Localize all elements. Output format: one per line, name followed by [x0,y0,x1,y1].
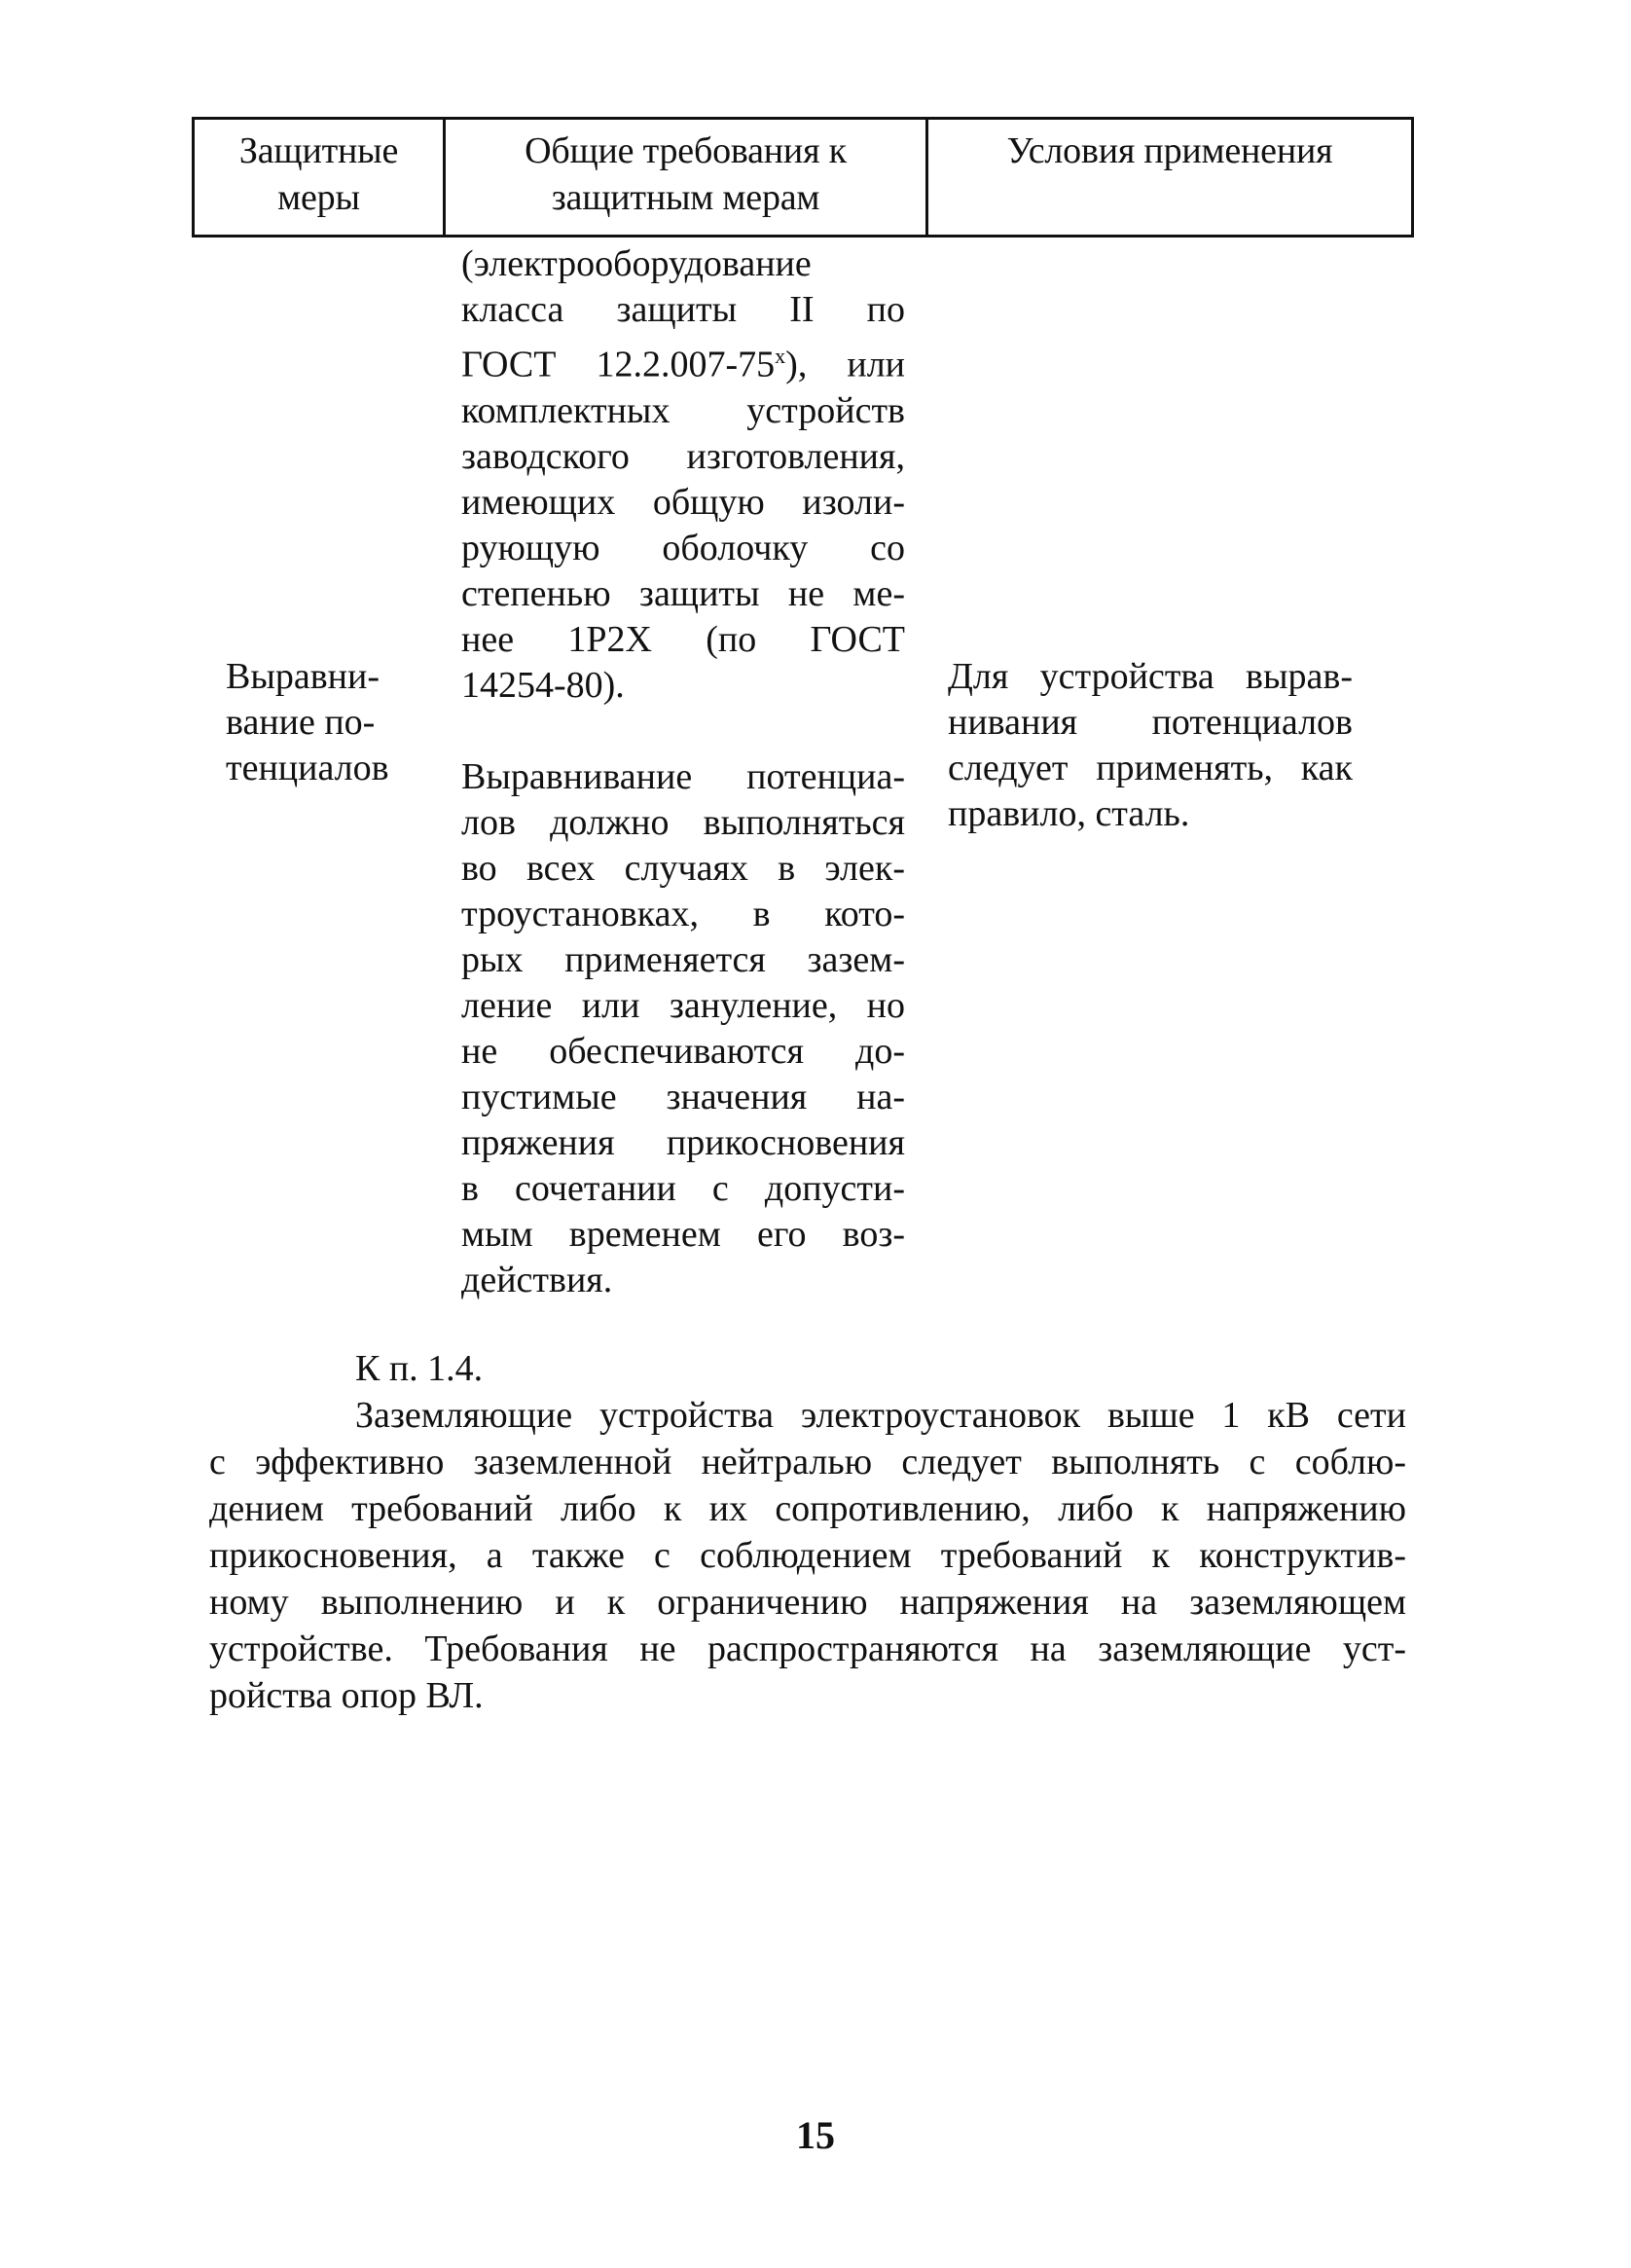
gost-superscript: х [775,344,786,368]
paragraph-line: ному выполнению и к ограничению напряжения на заземляющем [209,1582,1406,1623]
cell-application-conditions [948,654,1353,837]
cell-protective-measure [226,654,420,791]
cell-line: комплектных устройств [461,389,905,431]
cell-line: Выравнивание потенциа- [461,755,905,797]
cell-line: во всех случаях в элек- [461,847,905,889]
paragraph-line: ройства опор ВЛ. [209,1675,484,1716]
cell-line: тенциалов [226,748,389,788]
header-line: Условия применения [1006,130,1333,171]
cell-line-gost [461,333,905,388]
cell-line: нее 1Р2Х (по ГОСТ [461,618,905,660]
header-line: защитным мерам [551,177,820,218]
cell-line: степенью защиты не ме- [461,572,905,614]
cell-line: в сочетании с допусти- [461,1167,905,1209]
header-line: Общие требования к [525,130,847,171]
header-application-conditions [928,120,1411,235]
gost-ref: ГОСТ 12.2.007-75 [461,344,776,385]
cell-general-requirements [461,241,905,1303]
paragraph-line: устройстве. Требования не распространяются на заземляющие уст- [209,1628,1406,1669]
body-paragraph [209,1392,1406,1719]
header-line: меры [277,177,360,218]
cell-line: (электрооборудование [461,243,812,284]
cell-line: Выравни- [226,656,381,697]
paragraph-line: прикосновения, а также с соблюдением требований к конструктив- [209,1535,1406,1576]
cell-line: лов должно выполняться [461,801,905,843]
header-line: Защитные [238,130,399,171]
cell-line: 14254-80). [461,664,625,706]
header-general-requirements [446,120,928,235]
cell-line: рых применяется зазем- [461,938,905,980]
cell-line: ление или зануление, но [461,984,905,1026]
cell-line: правило, сталь. [948,793,1190,834]
cell-line: нивания потенциалов [948,702,1353,743]
table-header [192,117,1414,238]
cell-line: следует применять, как [948,748,1353,788]
cell-line: мым временем его воз- [461,1213,905,1255]
page-number: 15 [796,2113,835,2157]
paragraph-gap [461,709,905,754]
cell-line: не обеспечиваются до- [461,1030,905,1072]
cell-line: заводского изготовления, [461,435,905,477]
section-reference: К п. 1.4. [355,1348,484,1389]
cell-line: пустимые значения на- [461,1076,905,1117]
cell-line: пряжения прикосновения [461,1121,905,1163]
cell-line: имеющих общую изоли- [461,481,905,523]
cell-line: троустановках, в кото- [461,893,905,934]
paragraph-line: с эффективно заземленной нейтралью следует выполнять с соблю- [209,1442,1406,1482]
cell-line: Для устройства вырав- [948,656,1353,697]
cell-line: вание по- [226,702,376,743]
paragraph-line: Заземляющие устройства электроустановок выше 1 кВ сети [355,1395,1406,1436]
paragraph-line: дением требований либо к их сопротивлению, либо к напряжению [209,1488,1406,1529]
cell-line: действия. [461,1259,613,1300]
header-protective-measures [195,120,446,235]
cell-line: класса защиты II по [461,289,905,330]
cell-line: рующую оболочку со [461,527,905,568]
gost-ref-tail: ), или [785,344,905,385]
